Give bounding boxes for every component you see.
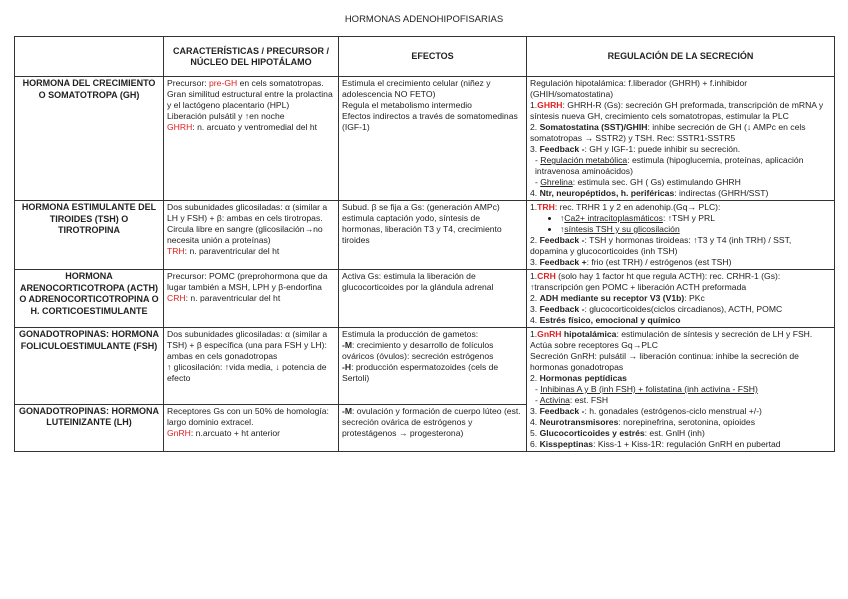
tsh-regulation [527, 201, 835, 270]
list-item: • ↑síntesis TSH y su glicosilación [560, 224, 831, 235]
text-line: Secreción GnRH: pulsátil → liberación continua: inhibe la secreción de hormonas gonadotropas [530, 351, 799, 372]
text-line: - Activina: est. FSH [535, 395, 609, 405]
text-line: Efectos indirectos a través de somatomedinas (IGF-1) [342, 111, 518, 132]
text-line: Liberación pulsátil y ↑en noche [167, 111, 285, 121]
text-line: 2. ADH mediante su receptor V3 (V1b): PKc [530, 293, 705, 303]
text-line: - Ghrelina: estimula sec. GH ( Gs) estimulando GHRH [535, 177, 741, 187]
gh-characteristics [164, 77, 339, 201]
text-line: - Regulación metabólica: estimula (hipoglucemia, proteínas, aplicación intravenosa aminoácidos) [535, 155, 804, 176]
hormones-table [14, 36, 835, 452]
header-effects: EFECTOS [339, 37, 527, 77]
text-line: TRH: n. paraventricular del ht [167, 246, 280, 256]
gh-regulation [527, 77, 835, 201]
text-line: Estimula la producción de gametos: [342, 329, 479, 339]
text-line: Dos subunidades glicosiladas: α (similar a LH y FSH) + β: ambas en cels tirotropas. [167, 202, 328, 223]
text-line: 1.TRH: rec. TRHR 1 y 2 en adenohip.(Gq→ PLC): [530, 202, 721, 212]
fsh-characteristics [164, 328, 339, 405]
text-line: GnRH: n.arcuato + ht anterior [167, 427, 280, 438]
text-line: 2. Hormonas peptídicas [530, 373, 627, 383]
gonadotropins-regulation [527, 328, 835, 452]
header-regulation: REGULACIÓN DE LA SECRECIÓN [527, 37, 835, 77]
tsh-effects [339, 201, 527, 270]
row-fsh [15, 328, 835, 405]
acth-effects [339, 270, 527, 328]
hormone-name-fsh: GONADOTROPINAS: HORMONA FOLICULOESTIMULANTE (FSH) [15, 328, 164, 405]
tsh-characteristics [164, 201, 339, 270]
acth-regulation [527, 270, 835, 328]
text-line: Circula libre en sangre (glicosilación→no necesita unión a proteínas) [167, 224, 323, 245]
text-line: Regulación hipotalámica: f.liberador (GHRH) + f.inhibidor (GHIH/somatostatina) [530, 78, 748, 99]
text-line: Dos subunidades glicosiladas: α (similar a TSH) + β específica (una para FSH y LH): ambas en cels gonadotropas [167, 329, 328, 361]
gh-effects [339, 77, 527, 201]
text-line: 4. Ntr, neuropéptidos, h. periféricas: indirectas (GHRH/SST) [530, 188, 769, 198]
text-line: CRH: n. paraventricular del ht [167, 293, 281, 303]
text-line: Estimula el crecimiento celular (niñez y adolescencia NO FETO) [342, 78, 491, 99]
header-hormone [15, 37, 164, 77]
header-characteristics: CARACTERÍSTICAS / PRECURSOR / NÚCLEO DEL HIPOTÁLAMO [164, 37, 339, 77]
text-line: -H: producción espermatozoides (cels de Sertoli) [342, 362, 499, 383]
fsh-effects [339, 328, 527, 405]
text-line: 3. Feedback +: frio (est TRH) / estrógenos (est TSH) [530, 257, 732, 267]
text-line: Receptores Gs con un 50% de homología: largo dominio extracel. [167, 405, 329, 427]
lh-characteristics [164, 404, 339, 452]
text-line: -M: ovulación y formación de cuerpo lúteo (est. secreción ovárica de estrógenos y protestágenos → progesterona) [342, 405, 521, 438]
text-line: -M: crecimiento y desarrollo de folículos ováricos (óvulos): secreción estrógenos [342, 340, 494, 361]
text-line: 1.GnRH hipotalámica: estimulación de síntesis y secreción de LH y FSH. Actúa sobre receptores Gq→PLC [530, 329, 813, 350]
row-gh [15, 77, 835, 201]
list-item: • ↑Ca2+ intracitoplasmáticos: ↑TSH y PRL [560, 213, 831, 224]
text-line: 1.GHRH: GHRH-R (Gs): secreción GH preformada, transcripción de mRNA y síntesis nueva GH, crecimiento cels somatotropas, estimular la PLC [530, 100, 824, 121]
text-line: Activa Gs: estimula la liberación de glucocorticoides por la glándula adrenal [342, 271, 494, 292]
text-line: GHRH: n. arcuato y ventromedial del ht [167, 122, 317, 132]
text-line: - Inhibinas A y B (inh FSH) + folistatina (inh activina - FSH) [535, 384, 758, 394]
text-line: Regula el metabolismo intermedio [342, 100, 472, 110]
row-tsh [15, 201, 835, 270]
text-line: 4. Estrés físico, emocional y químico [530, 315, 681, 325]
text-line: 2. Feedback -: TSH y hormonas tiroideas: ↑T3 y T4 (inh TRH) / SST, dopamina y glucocorticoides (inh TSH) [530, 235, 792, 256]
text-line: ↑ glicosilación: ↑vida media, ↓ potencia de efecto [167, 362, 327, 383]
hormone-name-tsh: HORMONA ESTIMULANTE DEL TIROIDES (TSH) O TIROTROPINA [15, 201, 164, 270]
text-line: 3. Feedback -: glucocorticoides(ciclos circadianos), ACTH, POMC [530, 304, 783, 314]
acth-characteristics [164, 270, 339, 328]
text-line: 3. Feedback -: GH y IGF-1: puede inhibir su secreción. [530, 144, 741, 154]
text-line: 6. Kisspeptinas: Kiss-1 + Kiss-1R: regulación GnRH en pubertad [530, 439, 781, 449]
text-line: Subud. β se fija a Gs: (generación AMPc) estimula captación yodo, síntesis de hormonas, liberación T3 y T4, crecimiento tiroides [342, 202, 502, 245]
text-line: 4. Neurotransmisores: norepinefrina, serotonina, opioides [530, 417, 756, 427]
header-row [15, 37, 835, 77]
text-line: 2. Somatostatina (SST)/GHIH: inhibe secreción de GH (↓ AMPc en cels somatotropas → SSTR2) y TSH. Rec: SSTR1-SSTR5 [530, 122, 806, 143]
hormone-name-acth: HORMONA ARENOCORTICOTROPA (ACTH) O ADRENOCORTICOTROPINA O H. CORTICOESTIMULANTE [15, 270, 164, 328]
hormone-name-gh: HORMONA DEL CRECIMIENTO O SOMATOTROPA (GH) [15, 77, 164, 201]
text-line: 5. Glucocorticoides y estrés: est. GnlH (inh) [530, 428, 705, 438]
text-line: Precursor: POMC (preprohormona que da lugar también a MSH, LPH y β-endorfina [167, 271, 328, 292]
trh-effects-list [530, 213, 831, 235]
lh-effects [339, 404, 527, 452]
text-line: 3. Feedback -: h. gonadales (estrógenos-ciclo menstrual +/-) [530, 406, 762, 416]
document-title: HORMONAS ADENOHIPOFISARIAS [344, 14, 504, 25]
row-acth [15, 270, 835, 328]
hormone-name-lh: GONADOTROPINAS: HORMONA LUTEINIZANTE (LH) [15, 404, 164, 452]
text-line: Gran similitud estructural entre la prolactina y el lactógeno placentario (HPL) [167, 89, 333, 110]
text-line: Precursor: pre-GH en cels somatotropas. [167, 78, 324, 88]
text-line: 1.CRH (solo hay 1 factor ht que regula ACTH): rec. CRHR-1 (Gs): ↑transcripción gen POMC + liberación ACTH preformada [530, 271, 781, 292]
